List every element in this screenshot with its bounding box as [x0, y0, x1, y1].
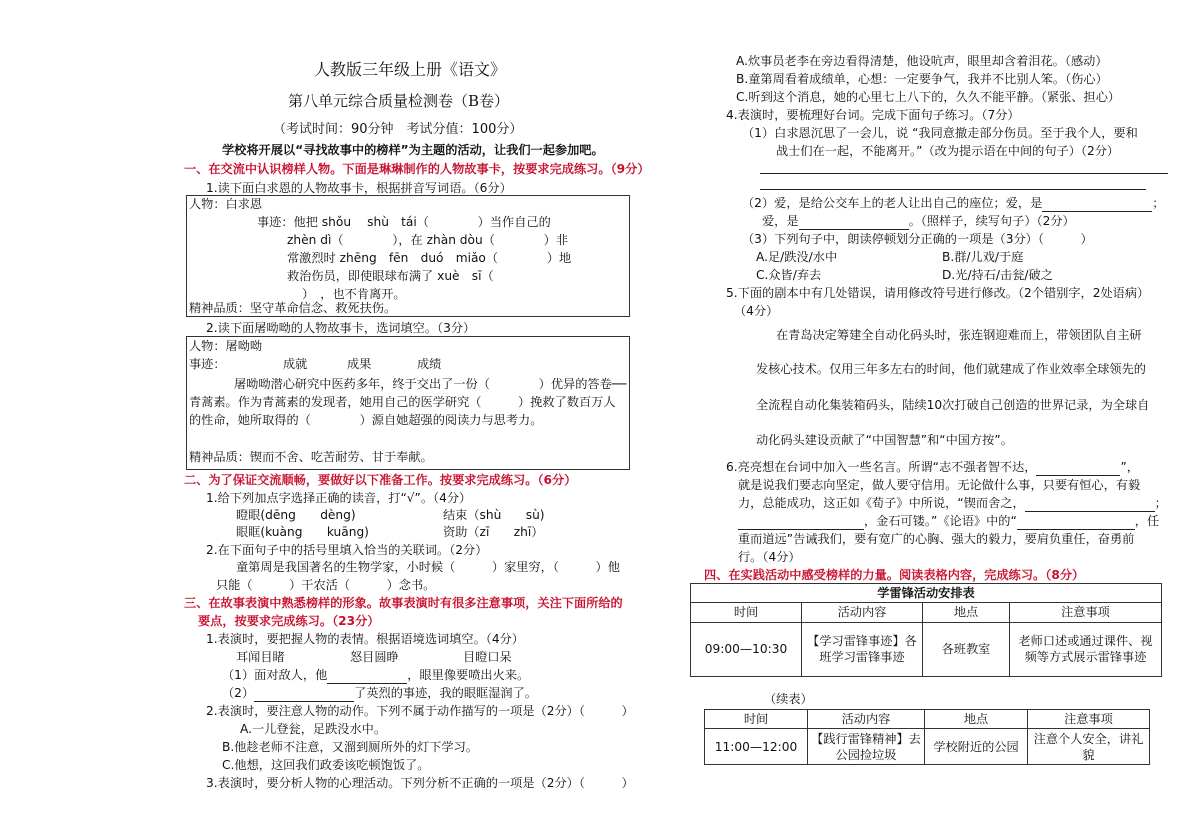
expression-option-1: 耳闻目睹: [236, 650, 285, 664]
activity-table: [690, 583, 1162, 677]
table-header-notes: 注意事项: [1028, 710, 1150, 729]
section4-heading: 四、在实践活动中感受榜样的力量。阅读表格内容，完成练习。（8分）: [704, 568, 1085, 582]
table-header-notes: 注意事项: [1010, 603, 1162, 622]
s3-q3-option-a: A.炊事员老李在旁边看得清楚，他设吭声，眼里却含着泪花。（感动）: [736, 54, 1108, 68]
answer-blank[interactable]: [738, 517, 864, 530]
s3-q6-l4-suffix: ，任: [1134, 514, 1160, 528]
s3-q6-l3-sep: ；: [1154, 496, 1167, 510]
pinyin-item-4: 资助（zī zhī）: [443, 525, 544, 539]
table-row: [691, 622, 1162, 676]
word-option-3: 成绩: [417, 357, 442, 371]
s3-q4-p1-line1: （1）白求恩沉思了一会儿，说 “我同意撤走部分伤员。至于我个人，要和: [742, 126, 1138, 140]
bethune-person: 人物：白求恩: [189, 197, 263, 211]
s3-q4-p2-line2: [762, 214, 1075, 230]
expression-option-3: 目瞪口呆: [463, 650, 512, 664]
script-line-2: 发核心技术。仅用三年多左右的时间，他们就建成了作业效率全球领先的: [756, 362, 1146, 376]
pinyin-item-3: 眼眶(kuàng kuāng): [236, 525, 369, 539]
table-cell-content: 【学习雷锋事迹】各班学习雷锋事迹: [802, 622, 923, 676]
section3-heading-line2: 要点，按要求完成练习。（23分）: [198, 614, 380, 628]
pinyin-item-1: 瞪眼(dēng dèng): [236, 508, 356, 522]
s3-q6-line5: 重而道远”告诫我们，要有宽广的心胸、强大的毅力，要肩负重任，奋勇前: [738, 532, 1135, 546]
pause-option-a: A.足/跌没/水中: [756, 250, 838, 264]
bethune-line-5: ） ，也不肯离开。: [302, 287, 406, 301]
s3-q6-line3: [738, 496, 1167, 512]
tuyouyou-person: 人物：屠呦呦: [189, 339, 263, 353]
section1-heading: 一、在交流中认识榜样人物。下面是琳琳制作的人物故事卡，按要求完成练习。（9分）: [184, 162, 650, 176]
table-cell-notes: 注意个人安全，讲礼貌: [1028, 729, 1150, 765]
pause-option-b: B.群/儿戏/于庭: [942, 250, 1024, 264]
answer-blank[interactable]: [799, 217, 909, 230]
s2-q2-line1: 童第周是我国著名的生物学家，小时候（ ）家里穷，（ ）他: [236, 560, 620, 574]
word-option-1: 成就: [283, 357, 308, 371]
s3-q5-stem-line2: （4分）: [734, 304, 779, 318]
tuyouyou-deeds-label: 事迹：: [189, 357, 226, 371]
activity-table-continued: [704, 709, 1150, 765]
script-line-4: 动化码头建设贡献了“中国智慧”和“中国方按”。: [756, 433, 1013, 447]
tuyouyou-quality: 精神品质：锲而不舍、吃苦耐劳、甘于奉献。: [189, 450, 433, 464]
pause-option-c: C.众皆/弃去: [756, 268, 822, 282]
exam-subtitle: 第八单元综合质量检测卷（B卷）: [288, 92, 510, 110]
table-header-content: 活动内容: [808, 710, 925, 729]
s3-q1-s2-suffix: 了英烈的事迹，我的眼眶湿润了。: [354, 686, 537, 700]
s3-q1-sentence2: [222, 686, 537, 702]
s3-q4-p3-stem: （3）下列句子中，朗读停顿划分正确的一项是（3分）（ ）: [742, 232, 1093, 246]
table-header-time: 时间: [691, 603, 802, 622]
table-header-content: 活动内容: [802, 603, 923, 622]
table-cell-time: 11:00—12:00: [705, 729, 808, 765]
s3-q2-option-c: C.他想，这回我们政委该吃顿饱饭了。: [222, 758, 430, 772]
answer-blank[interactable]: [1017, 517, 1135, 530]
s3-q2-option-b: B.他趁老师不注意，又溜到厕所外的灯下学习。: [222, 740, 478, 754]
s1-q2-stem: 2.读下面屠呦呦的人物故事卡，选词填空。（3分）: [206, 321, 476, 335]
answer-line[interactable]: [760, 173, 1168, 174]
answer-blank[interactable]: [254, 689, 354, 702]
s3-q2-stem: 2.表演时，要注意人物的动作。下列不属于动作描写的一项是（2分）（ ）: [206, 704, 634, 718]
bethune-story-card: [186, 195, 630, 317]
table-cell-notes: 老师口述或通过课件、视频等方式展示雷锋事迹: [1010, 622, 1162, 676]
s3-q6-line2: 就是说我们要志向坚定，做人要守信用。无论做什么事，只要有恒心，有毅: [738, 478, 1141, 492]
s3-q3-option-b: B.童第周看着成绩单，心想：一定要争气，我并不比别人笨。（伤心）: [736, 72, 1108, 86]
s3-q4-p2-sep: ；: [1152, 196, 1165, 210]
bethune-line-4: 救治伤员，即使眼球布满了 xuè sī（: [287, 269, 494, 283]
s3-q6-line6: 行。（4分）: [738, 550, 801, 564]
bethune-line-3: 常激烈时 zhēng fēn duó miǎo（ ）地: [287, 251, 572, 265]
answer-blank[interactable]: [1042, 199, 1152, 212]
section2-heading: 二、为了保证交流顺畅，要做好以下准备工作。按要求完成练习。（6分）: [184, 473, 577, 487]
table-header-time: 时间: [705, 710, 808, 729]
answer-blank[interactable]: [327, 671, 407, 684]
s3-q4-p2-l2-suffix: 。（照样子，续写句子）（2分）: [908, 214, 1075, 228]
s3-q6-l1-prefix: 6.亮亮想在台词中加入一些名言。所谓“志不强者智不达，: [726, 460, 1037, 474]
s2-q2-line2: 只能（ ）干农活（ ）念书。: [216, 578, 436, 592]
s3-q4-p2-line1: [742, 196, 1164, 212]
exam-info: （考试时间：90分钟 考试分值：100分）: [273, 122, 523, 137]
bethune-line-1: 事迹：他把 shǒu shù tái（ ）当作自己的: [257, 215, 551, 229]
table-cell-place: 学校附近的公园: [925, 729, 1028, 765]
s3-q4-p2-l2-prefix: 爱，是: [762, 214, 799, 228]
table-cell-place: 各班教室: [923, 622, 1010, 676]
s2-q1-stem: 1.给下列加点字选择正确的读音，打“√”。（4分）: [206, 491, 472, 505]
s3-q3-option-c: C.听到这个消息，她的心里七上八下的，久久不能平静。（紧张、担心）: [736, 90, 1121, 104]
activity-table-caption: 学雷锋活动安排表: [691, 584, 1162, 603]
expression-option-2: 怒目圆睁: [350, 650, 399, 664]
table-header-place: 地点: [925, 710, 1028, 729]
table-continued-label: （续表）: [764, 692, 813, 706]
s3-q2-option-a: A.一儿登瓮，足跌没水中。: [240, 722, 387, 736]
s3-q1-stem: 1.表演时，要把握人物的表情。根据语境选词填空。（4分）: [206, 632, 524, 646]
tuyouyou-paragraph: 屠呦呦潜心研究中医药多年，终于交出了一份（ ）优异的答卷──青蒿素。作为青蒿素的发现者，她用自己的医学研究（ ）挽救了数百万人的性命，她所取得的（ ）源自她超强的阅读力与思考力。: [189, 377, 627, 427]
table-cell-time: 09:00—10:30: [691, 622, 802, 676]
s3-q6-l3-prefix: 力，总能成功，这正如《荀子》中所说，“锲而舍之，: [738, 496, 1025, 510]
exam-title: 人教版三年级上册《语文》: [314, 60, 507, 79]
pinyin-item-2: 结束（shù sù): [443, 508, 545, 522]
s3-q4-p2-prefix: （2）爱，是给公交车上的老人让出自己的座位；爱，是: [742, 196, 1043, 210]
table-header-place: 地点: [923, 603, 1010, 622]
s3-q1-sentence1: [222, 668, 529, 684]
s3-q6-line1: [726, 460, 1139, 476]
tuyouyou-story-card: [186, 336, 630, 470]
s3-q1-s1-suffix: ，眼里像要喷出火来。: [407, 668, 530, 682]
table-row: [705, 729, 1150, 765]
answer-blank[interactable]: [1036, 463, 1120, 476]
s3-q4-p1-line2: 战士们在一起，不能离开。”（改为提示语在中间的句子）（2分）: [776, 144, 1120, 158]
answer-line[interactable]: [760, 189, 1146, 190]
section3-heading-line1: 三、在故事表演中熟悉榜样的形象。故事表演时有很多注意事项，关注下面所给的: [184, 596, 623, 610]
s3-q4-stem: 4.表演时，要梳理好台词。完成下面句子练习。（7分）: [726, 108, 1020, 122]
word-option-2: 成果: [347, 357, 372, 371]
s3-q1-s2-prefix: （2）: [222, 686, 255, 700]
s3-q6-l4-mid: ，金石可镂。”《论语》中的“: [864, 514, 1017, 528]
s3-q3-stem: 3.表演时，要分析人物的心理活动。下列分析不正确的一项是（2分）（ ）: [206, 776, 634, 790]
s3-q6-line4: [738, 514, 1159, 530]
bethune-line-2: zhèn dì（ ），在 zhàn dòu（ ）非: [287, 233, 569, 247]
table-cell-content: 【践行雷锋精神】去公园捡垃圾: [808, 729, 925, 765]
script-line-3: 全流程自动化集装箱码头，陆续10次打破自己创造的世界记录，为全球自: [756, 398, 1150, 412]
script-line-1: 在青岛决定筹建全自动化码头时，张连钢迎难而上，带领团队自主研: [776, 328, 1142, 342]
s3-q6-l1-suffix: ”，: [1120, 460, 1139, 474]
pause-option-d: D.光/持石/击瓮/破之: [942, 268, 1053, 282]
answer-blank[interactable]: [1025, 499, 1155, 512]
s2-q2-stem: 2.在下面句子中的括号里填入恰当的关联词。（2分）: [206, 543, 488, 557]
s3-q5-stem-line1: 5.下面的剧本中有几处错误，请用修改符号进行修改。（2个错别字，2处语病）: [726, 286, 1150, 300]
s3-q1-s1-prefix: （1）面对敌人，他: [222, 668, 328, 682]
bethune-quality: 精神品质：坚守革命信念、救死扶伤。: [189, 301, 397, 315]
s1-q1-stem: 1.读下面白求恩的人物故事卡，根据拼音写词语。（6分）: [206, 181, 512, 195]
exam-intro: 学校将开展以“寻找故事中的榜样”为主题的活动，让我们一起参加吧。: [222, 143, 604, 157]
